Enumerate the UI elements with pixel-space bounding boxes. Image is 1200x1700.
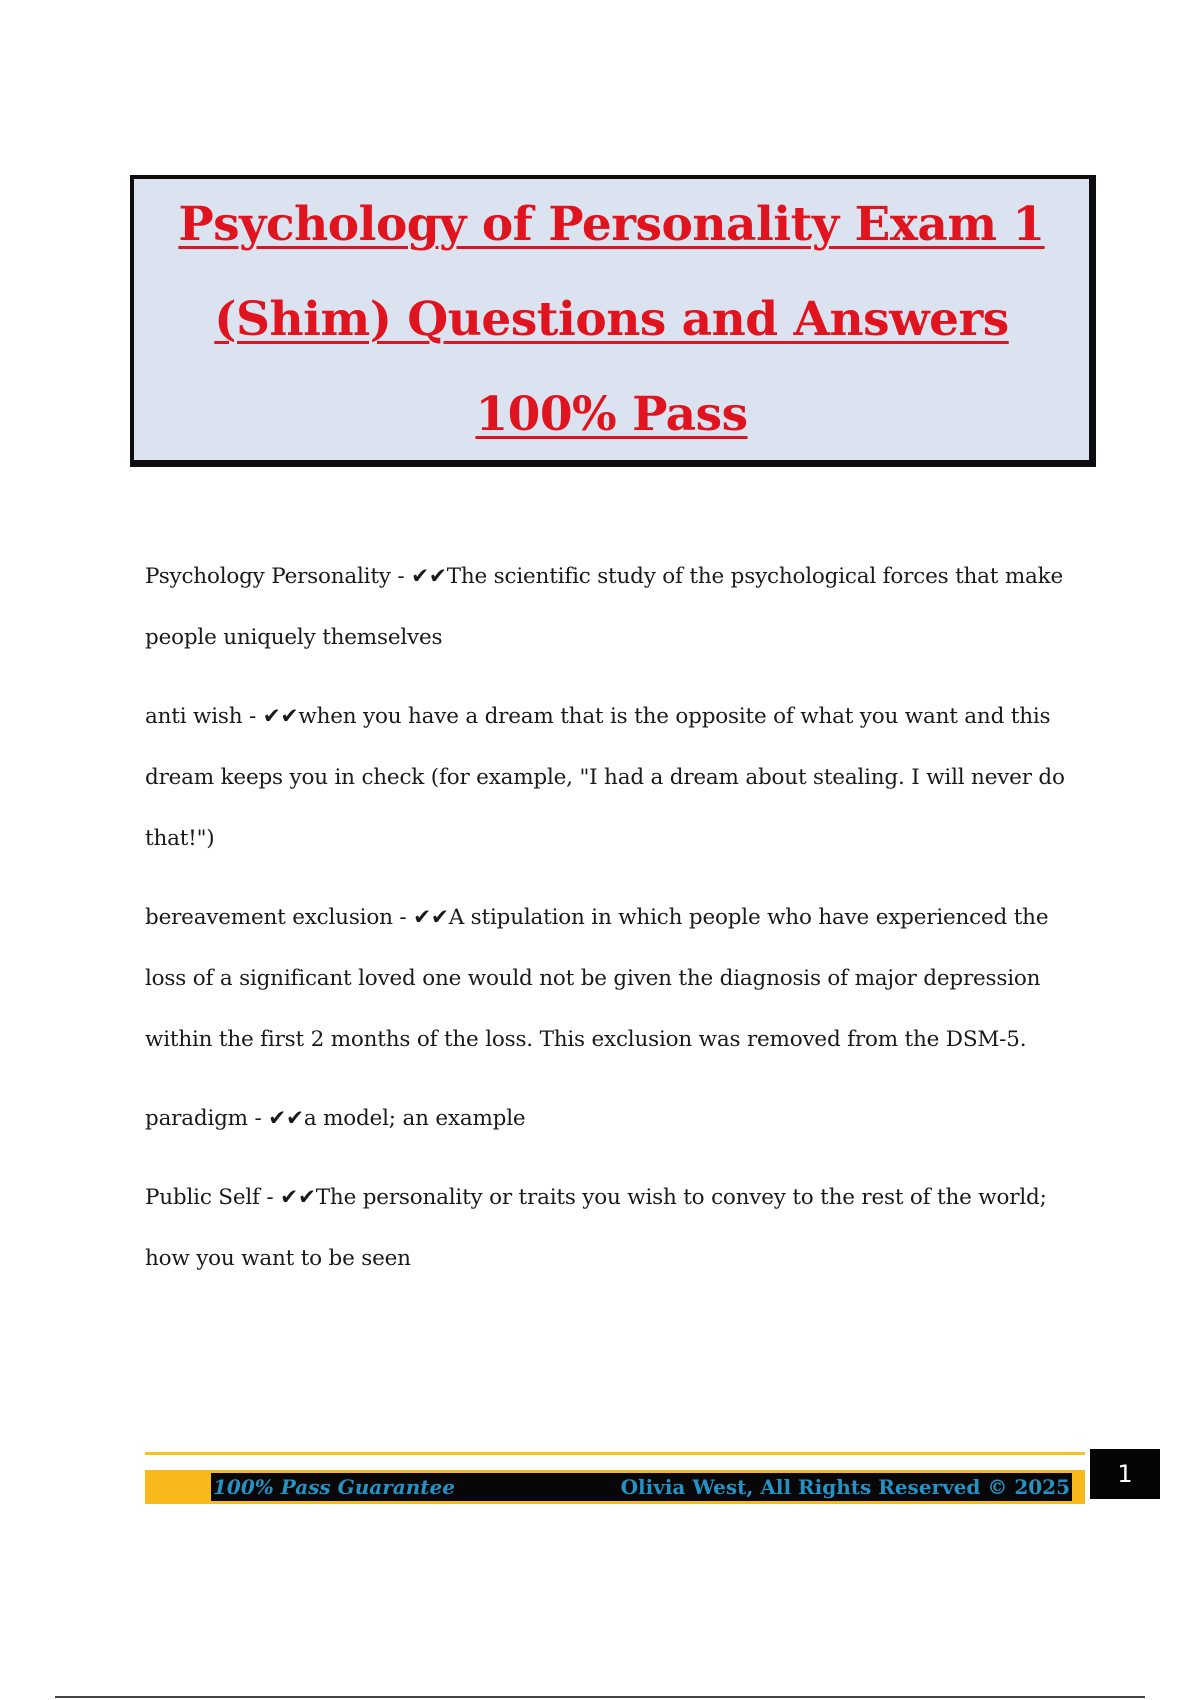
check-mark-icon: ✔✔ [413,905,449,930]
check-mark-icon: ✔✔ [262,704,299,729]
entry-definition: when you have a dream that is the opposite of what you want and this dream keeps you in check (for example, "I had a dream about stealing. I will never do that!") [145,704,1065,851]
flashcard-entry [145,686,1080,869]
entry-term: anti wish [145,704,243,729]
footer-band [145,1470,1085,1504]
document-title: Psychology of Personality Exam 1 (Shim) Questions and Answers 100% Pass [178,197,1045,442]
entry-definition: The personality or traits you wish to convey to the rest of the world; how you want to be seen [145,1185,1047,1271]
flashcard-list [145,546,1080,1307]
entry-term: Psychology Personality [145,564,391,589]
page-footer [145,1452,1085,1504]
entry-separator: - [392,905,414,930]
check-mark-icon: ✔✔ [280,1185,316,1210]
entry-term: paradigm [145,1106,248,1131]
title-box [130,175,1096,467]
footer-guarantee-text: 100% Pass Guarantee [213,1475,455,1499]
page-number: 1 [1090,1449,1160,1499]
entry-term: Public Self [145,1185,260,1210]
flashcard-entry [145,546,1080,668]
entry-definition: The scientific study of the psychological forces that make people uniquely themselves [145,564,1064,650]
bottom-divider [55,1696,1145,1698]
entry-separator: - [242,704,263,729]
entry-separator: - [390,564,412,589]
check-mark-icon: ✔✔ [268,1106,304,1131]
entry-separator: - [247,1106,269,1131]
flashcard-entry [145,887,1080,1070]
entry-definition: A stipulation in which people who have experienced the loss of a significant loved one would not be given the diagnosis of major depression within the first 2 months of the loss. This exclusion was removed from the DSM-5. [145,905,1049,1052]
entry-term: bereavement exclusion [145,905,393,930]
flashcard-entry [145,1167,1080,1289]
check-mark-icon: ✔✔ [411,564,447,589]
entry-separator: - [259,1185,281,1210]
footer-bar [211,1473,1072,1501]
entry-definition: a model; an example [303,1106,526,1131]
flashcard-entry [145,1088,1080,1149]
footer-copyright-text: Olivia West, All Rights Reserved © 2025 [620,1475,1070,1499]
